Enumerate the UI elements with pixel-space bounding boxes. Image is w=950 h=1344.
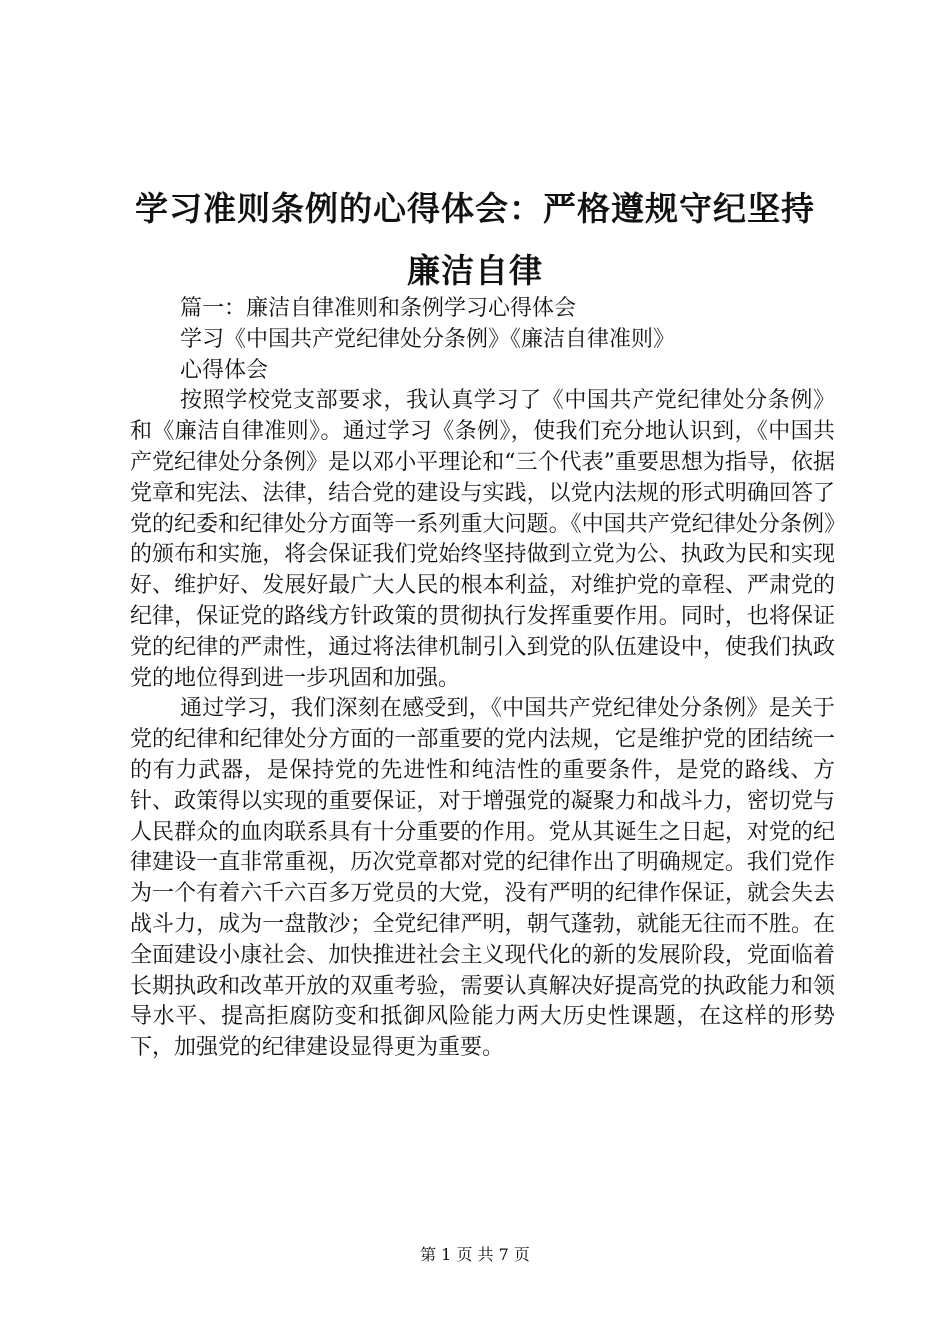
subheading-line-1: 学习《中国共产党纪律处分条例》《廉洁自律准则》	[180, 326, 676, 352]
paragraph-2: 通过学习，我们深刻在感受到，《中国共产党纪律处分条例》是关于党的纪律和纪律处分方面的一部重要的党内法规，它是维护党的团结统一的有力武器，是保持党的先进性和纯洁性的重要条件，是党的路线、方针、政策得以实现的重要保证，对于增强党的凝聚力和战斗力，密切党与人民群众的血肉联系具有十分重要的作用。党从其诞生之日起，对党的纪律建设一直非常重视，历次党章都对党的纪律作出了明确规定。我们党作为一个有着六千六百多万党员的大党，没有严明的纪律作保证，就会失去战斗力，成为一盘散沙；全党纪律严明，朝气蓬勃，就能无往而不胜。在全面建设小康社会、加快推进社会主义现代化的新的发展阶段，党面临着长期执政和改革开放的双重考验，需要认真解决好提高党的执政能力和领导水平、提高拒腐防变和抵御风险能力两大历史性课题，在这样的形势下，加强党的纪律建设显得更为重要。	[130, 696, 835, 1061]
document-body	[130, 294, 835, 1064]
title-line-2: 廉洁自律	[407, 251, 543, 290]
subheading-line-2: 心得体会	[180, 357, 269, 383]
document-title	[100, 178, 850, 302]
title-line-1: 学习准则条例的心得体会：严格遵规守纪坚持	[135, 189, 815, 228]
page-footer: 第 1 页 共 7 页	[420, 1245, 530, 1264]
paragraph-1: 按照学校党支部要求，我认真学习了《中国共产党纪律处分条例》和《廉洁自律准则》。通过学习《条例》，使我们充分地认识到，《中国共产党纪律处分条例》是以邓小平理论和“三个代表”重要思想为指导，依据党章和宪法、法律，结合党的建设与实践，以党内法规的形式明确回答了党的纪委和纪律处分方面等一系列重大问题。《中国共产党纪律处分条例》的颁布和实施，将会保证我们党始终坚持做到立党为公、执政为民和实现好、维护好、发展好最广大人民的根本利益，对维护党的章程、严肃党的纪律，保证党的路线方针政策的贯彻执行发挥重要作用。同时，也将保证党的纪律的严肃性，通过将法律机制引入到党的队伍建设中，使我们执政党的地位得到进一步巩固和加强。	[130, 388, 835, 691]
section-heading: 篇一：廉洁自律准则和条例学习心得体会	[180, 296, 577, 321]
